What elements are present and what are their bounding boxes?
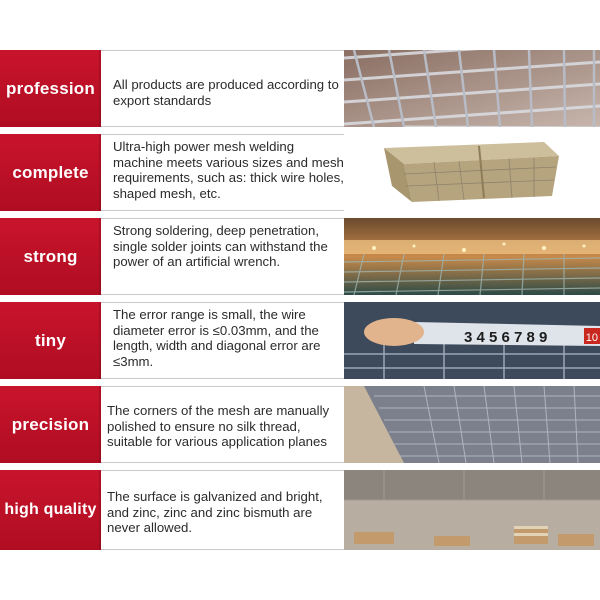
feature-label: strong [0,218,101,295]
feature-description [101,218,344,295]
feature-text: The surface is galvanized and bright, and zinc, zinc and zinc bismuth are never allowed. [107,489,323,535]
feature-text: Ultra-high power mesh welding machine meets various sizes and mesh requirements, such as: thick wire holes, shaped mesh, etc. [113,139,344,201]
measuring-tape-photo [344,302,600,379]
feature-text: All products are produced according to export standards [113,77,339,108]
gabion-box-photo [344,134,600,211]
feature-description [101,470,344,550]
feature-label: high quality [0,470,101,550]
feature-row-high-quality [0,470,600,550]
feature-text: The error range is small, the wire diameter error is ≤0.03mm, and the length, width and diagonal error are ≤3mm. [113,307,321,369]
feature-text: Strong soldering, deep penetration, single solder joints can withstand the power of an artificial wrench. [113,223,328,269]
feature-row-precision [0,386,600,463]
wire-mesh-closeup-photo [344,50,600,127]
feature-description [101,386,344,463]
feature-row-profession [0,50,600,127]
feature-description [101,134,344,211]
feature-row-strong [0,218,600,295]
welding-sparks-photo [344,218,600,295]
feature-label: tiny [0,302,101,379]
tape-digits: 3 4 5 6 7 8 9 [464,329,548,346]
feature-description [101,50,344,127]
warehouse-photo [344,470,600,550]
feature-description [101,302,344,379]
feature-label: profession [0,50,101,127]
feature-label: precision [0,386,101,463]
feature-row-tiny [0,302,600,379]
feature-label: complete [0,134,101,211]
tape-end-number: 10 [585,332,598,344]
mesh-panel-stack-photo [344,386,600,463]
feature-row-complete [0,134,600,211]
feature-text: The corners of the mesh are manually polished to ensure no silk thread, suitable for various application planes [107,403,330,449]
